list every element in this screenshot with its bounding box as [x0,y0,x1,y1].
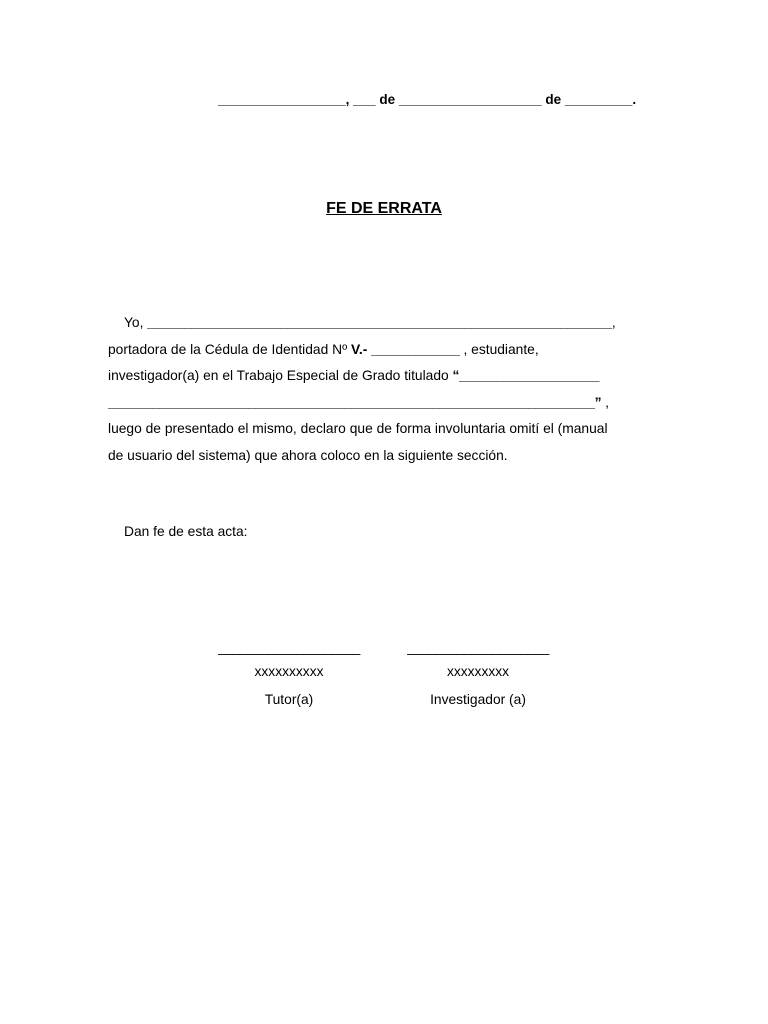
word: el [222,368,234,383]
word: de [376,421,392,436]
word: portadora [108,341,168,357]
name-blank-rule: _______________________________________________________________ [147,315,612,330]
signature-role: Tutor(a) [264,692,314,707]
id-blank: ____________ [371,341,460,357]
declaration-line-3 [108,363,660,390]
word: la [190,341,201,357]
word: investigador(a) [108,368,200,383]
signature-line: ____________________ [218,640,360,655]
word: el [543,421,554,436]
signature-name: xxxxxxxxxx [254,664,324,679]
word: forma [395,421,432,436]
word: en [203,368,219,383]
signature-investigador [388,636,568,712]
signature-role: Investigador (a) [430,692,526,707]
declaration-line-6: de usuario del sistema) que ahora coloco en la siguiente sección. [108,447,508,463]
word: involuntaria [434,421,506,436]
name-blank-comma: , [611,315,616,330]
declaration-line-4 [108,390,660,417]
word: el [237,421,249,436]
signature-line: ____________________ [407,640,549,655]
date-line: _________________, ___ de ___________________ de _________. [218,92,637,107]
closing-statement: Dan fe de esta acta: [124,524,248,539]
id-prefix: V.- [350,341,368,357]
word: (manual [557,421,608,436]
word: Trabajo [236,368,283,383]
word: de [170,341,187,357]
comma: , [605,394,609,410]
name-blank [147,315,615,330]
signature-name: xxxxxxxxx [446,664,510,679]
declaration-yo: Yo, [124,315,144,330]
declaration-line-2 [108,337,660,364]
word: declaro [300,421,346,436]
declaration-line-5 [108,416,660,443]
word: de [252,341,268,357]
word: Identidad [271,341,329,357]
declaration-line-1 [108,310,660,337]
word: Grado [361,368,401,383]
word: de [342,368,359,383]
word: que [349,421,373,436]
word: presentado [164,421,234,436]
estudiante-text: , estudiante, [463,341,539,357]
word: titulado [404,368,449,383]
page-title: FE DE ERRATA [326,200,442,217]
word: Nº [332,341,348,357]
signature-tutor [199,636,379,712]
word: de [145,421,161,436]
thesis-title-blank-end: __________________________________________________________________” [108,394,602,410]
declaration-paragraph [108,310,660,469]
word: omití [509,421,540,436]
word: Cédula [204,341,249,357]
word: Especial [286,368,339,383]
word: luego [108,421,142,436]
word: mismo, [252,421,297,436]
thesis-title-blank-start: “___________________ [452,368,600,383]
